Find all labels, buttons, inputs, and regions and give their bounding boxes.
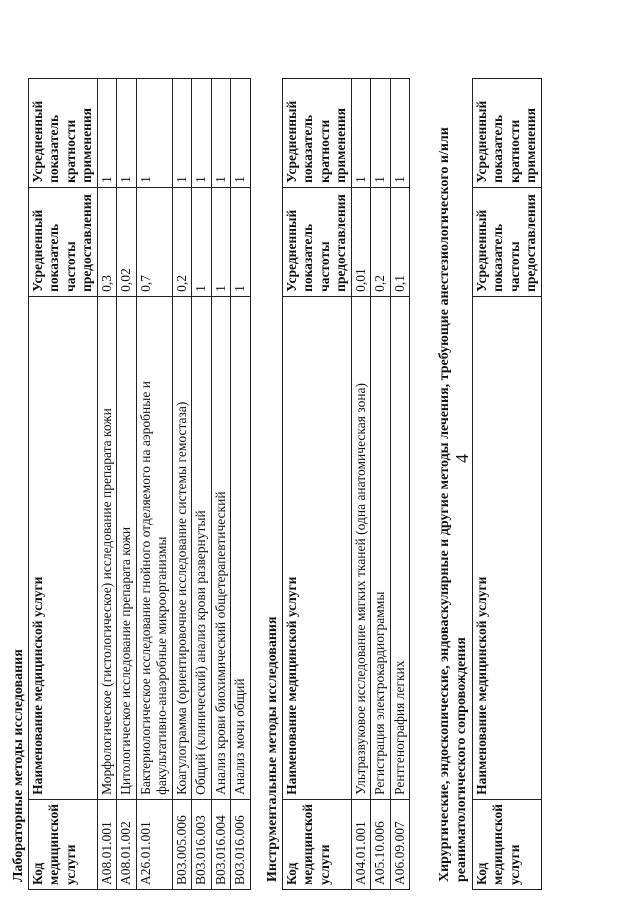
cell-code: B03.016.004	[211, 799, 230, 889]
header-code: Код медицинской услуги	[29, 799, 98, 889]
cell-name: Регистрация электрокардиограммы	[371, 296, 390, 799]
header-name: Наименование медицинской услуги	[29, 296, 98, 799]
header-code: Код медицинской услуги	[283, 799, 352, 889]
cell-freq: 1	[192, 187, 211, 296]
header-mult: Усредненный показатель кратности применения	[283, 78, 352, 187]
cell-code: A08.01.002	[117, 799, 136, 889]
cell-freq: 1	[231, 187, 250, 296]
table-row	[390, 78, 409, 889]
cell-mult: 1	[390, 78, 409, 187]
cell-name: Анализ крови биохимический общетерапевтический	[211, 296, 230, 799]
table-row	[117, 78, 136, 889]
cell-code: B03.016.003	[192, 799, 211, 889]
header-name: Наименование медицинской услуги	[473, 296, 542, 799]
table-row	[192, 78, 211, 889]
cell-name: Анализ мочи общий	[231, 296, 250, 799]
section-title-lab: Лабораторные методы исследования	[11, 649, 26, 882]
cell-mult: 1	[231, 78, 250, 187]
cell-mult: 1	[172, 78, 191, 187]
cell-code: A04.01.001	[351, 799, 370, 889]
cell-name: Бактериологическое исследование гнойного отделяемого на аэробные и факультативно-анаэробные микроорганизмы	[136, 296, 172, 799]
cell-mult: 1	[136, 78, 172, 187]
table-header-row	[283, 78, 352, 889]
cell-name: Ультразвуковое исследование мягких тканей (одна анатомическая зона)	[351, 296, 370, 799]
cell-name: Общий (клинический) анализ крови развернутый	[192, 296, 211, 799]
header-mult: Усредненный показатель кратности применения	[473, 78, 542, 187]
cell-freq: 0,01	[351, 187, 370, 296]
cell-mult: 1	[117, 78, 136, 187]
table-row	[97, 78, 116, 889]
cell-freq: 0,3	[97, 187, 116, 296]
section-title-surg: Хирургические, эндоскопические, эндоваскулярные и другие методы лечения, требующие анестезиологического и/или реаниматологического сопровождения	[437, 127, 470, 882]
cell-name: Цитологическое исследование препарата кожи	[117, 296, 136, 799]
cell-code: A06.09.007	[390, 799, 409, 889]
table-row	[371, 78, 390, 889]
cell-freq: 0,2	[371, 187, 390, 296]
cell-code: A08.01.001	[97, 799, 116, 889]
header-freq: Усредненный показатель частоты предоставления	[283, 187, 352, 296]
cell-code: B03.016.006	[231, 799, 250, 889]
table-row	[211, 78, 230, 889]
cell-mult: 1	[371, 78, 390, 187]
cell-freq: 0,1	[390, 187, 409, 296]
table-header-row	[29, 78, 98, 889]
table-header-row	[473, 78, 542, 889]
cell-name: Морфологическое (гистологическое) исследование препарата кожи	[97, 296, 116, 799]
table-row	[136, 78, 172, 889]
rotated-document	[4, 20, 604, 890]
cell-code: B03.005.006	[172, 799, 191, 889]
table-row	[351, 78, 370, 889]
header-name: Наименование медицинской услуги	[283, 296, 352, 799]
header-code: Код медицинской услуги	[473, 799, 542, 889]
cell-freq: 0,7	[136, 187, 172, 296]
instr-table	[282, 78, 410, 890]
header-mult: Усредненный показатель кратности применения	[29, 78, 98, 187]
cell-code: A05.10.006	[371, 799, 390, 889]
cell-mult: 1	[211, 78, 230, 187]
cell-name: Рентгенография легких	[390, 296, 409, 799]
cell-freq: 0,2	[172, 187, 191, 296]
cell-mult: 1	[351, 78, 370, 187]
cell-mult: 1	[97, 78, 116, 187]
table-row	[172, 78, 191, 889]
section-title-instr: Инструментальные методы исследования	[265, 616, 280, 882]
cell-mult: 1	[192, 78, 211, 187]
header-freq: Усредненный показатель частоты предоставления	[473, 187, 542, 296]
table-row	[231, 78, 250, 889]
page-number: 4	[452, 454, 472, 463]
cell-name: Коагулограмма (ориентировочное исследование системы гемостаза)	[172, 296, 191, 799]
header-freq: Усредненный показатель частоты предоставления	[29, 187, 98, 296]
cell-code: A26.01.001	[136, 799, 172, 889]
surg-table	[472, 78, 542, 890]
cell-freq: 1	[211, 187, 230, 296]
cell-freq: 0,02	[117, 187, 136, 296]
lab-table	[28, 78, 251, 890]
